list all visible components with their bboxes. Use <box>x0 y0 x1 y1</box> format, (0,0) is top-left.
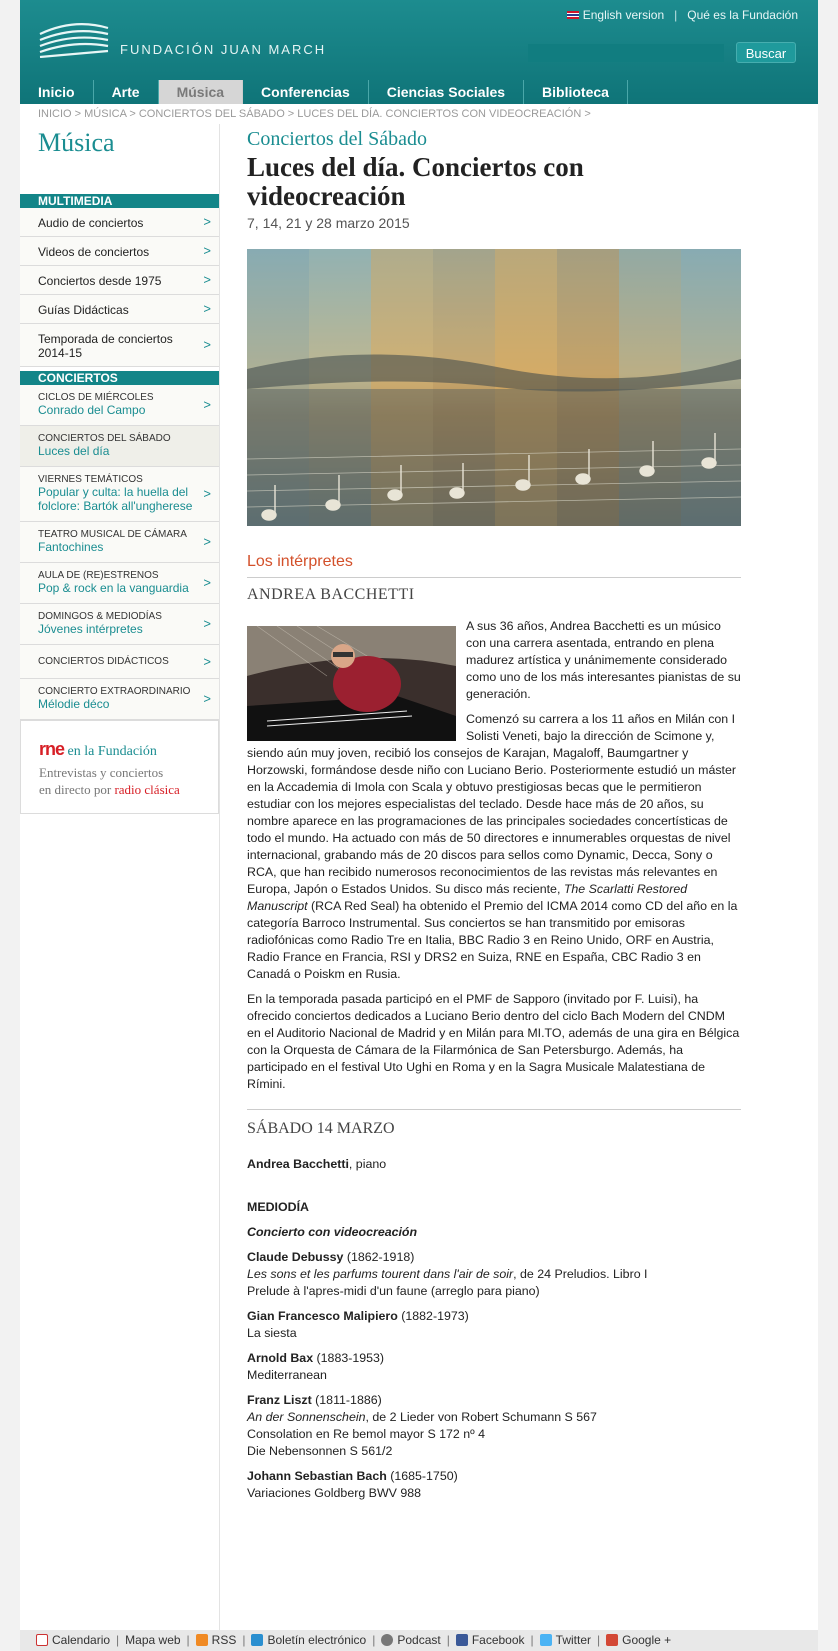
sidebar-item-category: AULA DE (RE)ESTRENOS <box>38 570 159 581</box>
bio-paragraph-1: A sus 36 años, Andrea Bacchetti es un músico con una carrera asentada, entrando en plena madurez artística y unánimemente considerado como uno de los más interesantes pianistas de su generación. <box>466 619 741 701</box>
composer-years: (1883-1953) <box>313 1351 385 1365</box>
twitter-icon <box>540 1634 552 1646</box>
work-title: An der Sonnenschein <box>247 1410 366 1424</box>
rne-title: en la Fundación <box>67 744 157 759</box>
composer-years: (1862-1918) <box>343 1250 415 1264</box>
program-item <box>247 1468 741 1502</box>
composer-years: (1882-1973) <box>397 1309 469 1323</box>
program-item <box>247 1249 741 1300</box>
multimedia-heading: MULTIMEDIA <box>20 194 219 208</box>
chevron-right-icon: > <box>203 653 211 669</box>
rne-line2: en directo por <box>39 782 112 797</box>
uk-flag-icon <box>567 11 579 19</box>
bio-paragraph-3: En la temporada pasada participó en el PMF de Sapporo (invitado por F. Luisi), ha ofrecido conciertos dedicados a Luciano Berio dentro del ciclo Bach Modern del CNDM en el Auditorio Nacional de Madrid y en Milán para MI.TO, además de una gira en Bélgica con la Orquesta de Cámara de la Filarmónica de San Petersburgo. Además, ha participado en el festival Uto Ughi en Roma y en la Sagra Musicale Malatestiana de Rímini. <box>247 992 740 1091</box>
chevron-right-icon: > <box>203 214 211 229</box>
sidebar-item-audio[interactable] <box>20 208 219 237</box>
chevron-right-icon: > <box>203 397 211 412</box>
performer-role: , piano <box>348 1157 387 1171</box>
composer-years: (1685-1750) <box>386 1469 458 1483</box>
section-kicker: Conciertos del Sábado <box>247 128 427 150</box>
work-title: Consolation en Re bemol mayor S 172 nº 4 <box>247 1427 486 1441</box>
event-date: 7, 14, 21 y 28 marzo 2015 <box>247 215 410 231</box>
sidebar-item-label: Fantochines <box>38 540 104 554</box>
sidebar-item-label: Pop & rock en la vanguardia <box>38 581 189 595</box>
sidebar-item-viernes[interactable] <box>20 467 219 522</box>
separator: | <box>372 1633 376 1647</box>
chevron-right-icon: > <box>203 272 211 287</box>
separator: | <box>186 1633 190 1647</box>
sidebar-item-aula[interactable] <box>20 563 219 604</box>
nav-musica[interactable]: Música <box>159 80 243 104</box>
footer-facebook[interactable]: Facebook <box>471 1633 525 1647</box>
rne-line1: Entrevistas y conciertos <box>39 765 164 780</box>
english-version-link[interactable]: English version <box>582 8 665 22</box>
podcast-icon <box>381 1634 393 1646</box>
performer-heading: ANDREA BACCHETTI <box>247 586 415 603</box>
sidebar-item-label: Conrado del Campo <box>38 403 146 417</box>
page-title: Luces del día. Conciertos con videocreación <box>247 152 584 211</box>
sidebar-item-teatro[interactable] <box>20 522 219 563</box>
sidebar-item-miercoles[interactable] <box>20 385 219 426</box>
concert-banner-image <box>247 249 741 526</box>
calendar-icon <box>36 1634 48 1646</box>
work-title: Die Nebensonnen S 561/2 <box>247 1444 393 1458</box>
sidebar-item-sabado[interactable] <box>20 426 219 467</box>
performer-photo <box>247 626 456 741</box>
bio-paragraph-2 <box>247 711 741 983</box>
separator: | <box>116 1633 120 1647</box>
composer-name: Arnold Bax <box>247 1351 314 1365</box>
about-link[interactable]: Qué es la Fundación <box>687 8 798 22</box>
nav-conferencias[interactable]: Conferencias <box>243 80 369 104</box>
chevron-right-icon: > <box>203 616 211 631</box>
concert-day-heading: SÁBADO 14 MARZO <box>247 1109 741 1138</box>
site-header <box>20 0 818 104</box>
google-plus-icon <box>606 1634 618 1646</box>
sidebar-item-label: Conciertos desde 1975 <box>38 274 162 288</box>
program-item <box>247 1392 741 1460</box>
concert-type <box>247 1224 741 1241</box>
footer-rss[interactable]: RSS <box>211 1633 237 1647</box>
program-item <box>247 1308 741 1342</box>
footer-boletin[interactable]: Boletín electrónico <box>267 1633 367 1647</box>
concert-program <box>247 1156 741 1502</box>
page <box>20 0 818 1651</box>
bio-paragraph-2-end: (RCA Red Seal) ha obtenido el Premio del ICMA 2014 como CD del año en la categoría Barroco Instrumental. Sus conciertos se han transmitido por emisoras radiofónicas como Radio Tre en Italia, BBC Radio 3 en Reino Unido, ORF en Austria, Radio France en Francia, RSI y DRS2 en Suiza, RNE en España, CBC Radio 3 en Canadá o Poiskm en Rusia. <box>247 899 738 981</box>
sidebar-item-didacticos[interactable] <box>20 645 219 679</box>
separator: | <box>597 1633 601 1647</box>
sidebar-item-category: CICLOS DE MIÉRCOLES <box>38 392 154 403</box>
work-title: La siesta <box>247 1326 297 1340</box>
sidebar-item-extraordinario[interactable] <box>20 679 219 720</box>
chevron-right-icon: > <box>203 691 211 706</box>
search-input[interactable] <box>528 44 724 62</box>
work-title: Les sons et les parfums tourent dans l'air de soir <box>247 1267 514 1281</box>
sidebar-item-category: VIERNES TEMÁTICOS <box>38 474 143 485</box>
work-detail: , de 2 Lieder von Robert Schumann S 567 <box>365 1410 597 1424</box>
composer-name: Johann Sebastian Bach <box>247 1469 387 1483</box>
work-title: Variaciones Goldberg BWV 988 <box>247 1486 422 1500</box>
composer-name: Claude Debussy <box>247 1250 344 1264</box>
nav-ciencias-sociales[interactable]: Ciencias Sociales <box>369 80 524 104</box>
work-title: Prelude à l'apres-midi d'un faune (arreglo para piano) <box>247 1284 540 1298</box>
breadcrumb[interactable]: INICIO > MÚSICA > CONCIERTOS DEL SÁBADO > LUCES DEL DÍA. CONCIERTOS CON VIDEOCREACIÓN > <box>38 108 591 120</box>
sidebar-item-category: TEATRO MUSICAL DE CÁMARA <box>38 529 187 540</box>
sidebar-item-label: Mélodie déco <box>38 697 110 711</box>
rss-icon <box>196 1634 208 1646</box>
separator: | <box>242 1633 246 1647</box>
sidebar-item-videos[interactable] <box>20 237 219 266</box>
rne-banner[interactable] <box>20 720 219 814</box>
main-nav <box>20 80 818 104</box>
concert-type-label: Concierto con videocreación <box>247 1225 418 1239</box>
mediodia-label: MEDIODÍA <box>247 1200 309 1214</box>
search-button[interactable]: Buscar <box>736 42 796 63</box>
rne-radio: radio clásica <box>114 782 180 797</box>
sidebar-item-category: CONCIERTOS DIDÁCTICOS <box>38 656 169 667</box>
separator: | <box>674 8 678 22</box>
top-links <box>567 8 798 22</box>
separator: | <box>530 1633 534 1647</box>
nav-arte[interactable]: Arte <box>94 80 159 104</box>
nav-inicio[interactable]: Inicio <box>20 80 94 104</box>
rne-logo <box>39 739 218 760</box>
performer-line <box>247 1156 741 1173</box>
footer-google-plus[interactable]: Google + <box>622 1633 672 1647</box>
sidebar-item-category: CONCIERTO EXTRAORDINARIO <box>38 686 191 697</box>
composer-years: (1811-1886) <box>311 1393 382 1407</box>
sidebar-item-label: Luces del día <box>38 444 110 458</box>
sidebar-item-label: Jóvenes intérpretes <box>38 622 143 636</box>
sidebar-item-label: Videos de conciertos <box>38 245 150 259</box>
facebook-icon <box>456 1634 468 1646</box>
program-item <box>247 1350 741 1384</box>
sidebar-item-desde-1975[interactable] <box>20 266 219 295</box>
pianist-image <box>247 626 456 741</box>
site-footer <box>20 1630 818 1651</box>
sidebar <box>20 124 220 1651</box>
sidebar-item-guias[interactable] <box>20 295 219 324</box>
work-title: Mediterranean <box>247 1368 327 1382</box>
logo-text[interactable]: FUNDACIÓN JUAN MARCH <box>120 42 327 57</box>
sidebar-item-domingos[interactable] <box>20 604 219 645</box>
performer-bio <box>247 618 741 1093</box>
work-detail: , de 24 Preludios. Libro I <box>513 1267 648 1281</box>
bio-paragraph-2-start: Comenzó su carrera a los 11 años en Milán con I Solisti Veneti, bajo la dirección de Scimone y, siendo aún muy joven, recibió los consejos de Karajan, Magaloff, Baumgartner y Horzowski, formándose desde niño con Luciano Berio. Posteriormente estudió un máster en la Accademia di Imola con Scala y obtuvo prestigiosas becas que le permitieron estudiar con los mejores especialistas del teclado. Desde hace más de 20 años, su nombre aparece en las programaciones de las principales sociedades concertísticas de todo el mundo. Ha actuado con más de 50 directores e innumerables orquestas de nivel internacional, grabando más de 20 discos para sellos como Dynamic, Decca, Sony o RCA, que han recibido numerosos reconocimientos de las revistas más relevantes en Europa, Japón o Estados Unidos. Su disco más reciente, <box>247 712 737 896</box>
newsletter-icon <box>251 1634 263 1646</box>
conciertos-heading: CONCIERTOS <box>20 371 219 385</box>
nav-biblioteca[interactable]: Biblioteca <box>524 80 628 104</box>
album-title: The Scarlatti Restored Manuscript <box>247 882 688 913</box>
chevron-right-icon: > <box>203 243 211 258</box>
sidebar-item-category: DOMINGOS & MEDIODÍAS <box>38 611 162 622</box>
performer-name: Andrea Bacchetti <box>247 1157 349 1171</box>
sidebar-item-label: Guías Didácticas <box>38 303 129 317</box>
chevron-right-icon: > <box>203 486 211 501</box>
footer-mapa-web[interactable]: Mapa web <box>125 1633 181 1647</box>
footer-calendario[interactable]: Calendario <box>52 1633 111 1647</box>
composer-name: Franz Liszt <box>247 1393 312 1407</box>
composer-name: Gian Francesco Malipiero <box>247 1309 398 1323</box>
sidebar-item-category: CONCIERTOS DEL SÁBADO <box>38 433 171 444</box>
banner-illustration <box>247 249 741 526</box>
fundacion-logo-icon[interactable] <box>38 20 110 58</box>
chevron-right-icon: > <box>203 301 211 316</box>
chevron-right-icon: > <box>203 534 211 549</box>
separator: | <box>446 1633 450 1647</box>
interpretes-heading: Los intérpretes <box>247 553 741 578</box>
footer-twitter[interactable]: Twitter <box>555 1633 591 1647</box>
main-content <box>247 124 741 1502</box>
rne-brand: rne <box>39 739 65 759</box>
rne-subtitle <box>39 764 218 798</box>
footer-podcast[interactable]: Podcast <box>397 1633 441 1647</box>
chevron-right-icon: > <box>203 337 211 352</box>
sidebar-title: Música <box>38 128 115 157</box>
session-label <box>247 1199 741 1216</box>
sidebar-item-temporada[interactable] <box>20 324 219 367</box>
sidebar-item-label: Temporada de conciertos 2014-15 <box>38 332 173 360</box>
chevron-right-icon: > <box>203 575 211 590</box>
sidebar-item-label: Popular y culta: la huella del folclore: Bartók all'ungherese <box>38 485 193 513</box>
sidebar-item-label: Audio de conciertos <box>38 216 144 230</box>
